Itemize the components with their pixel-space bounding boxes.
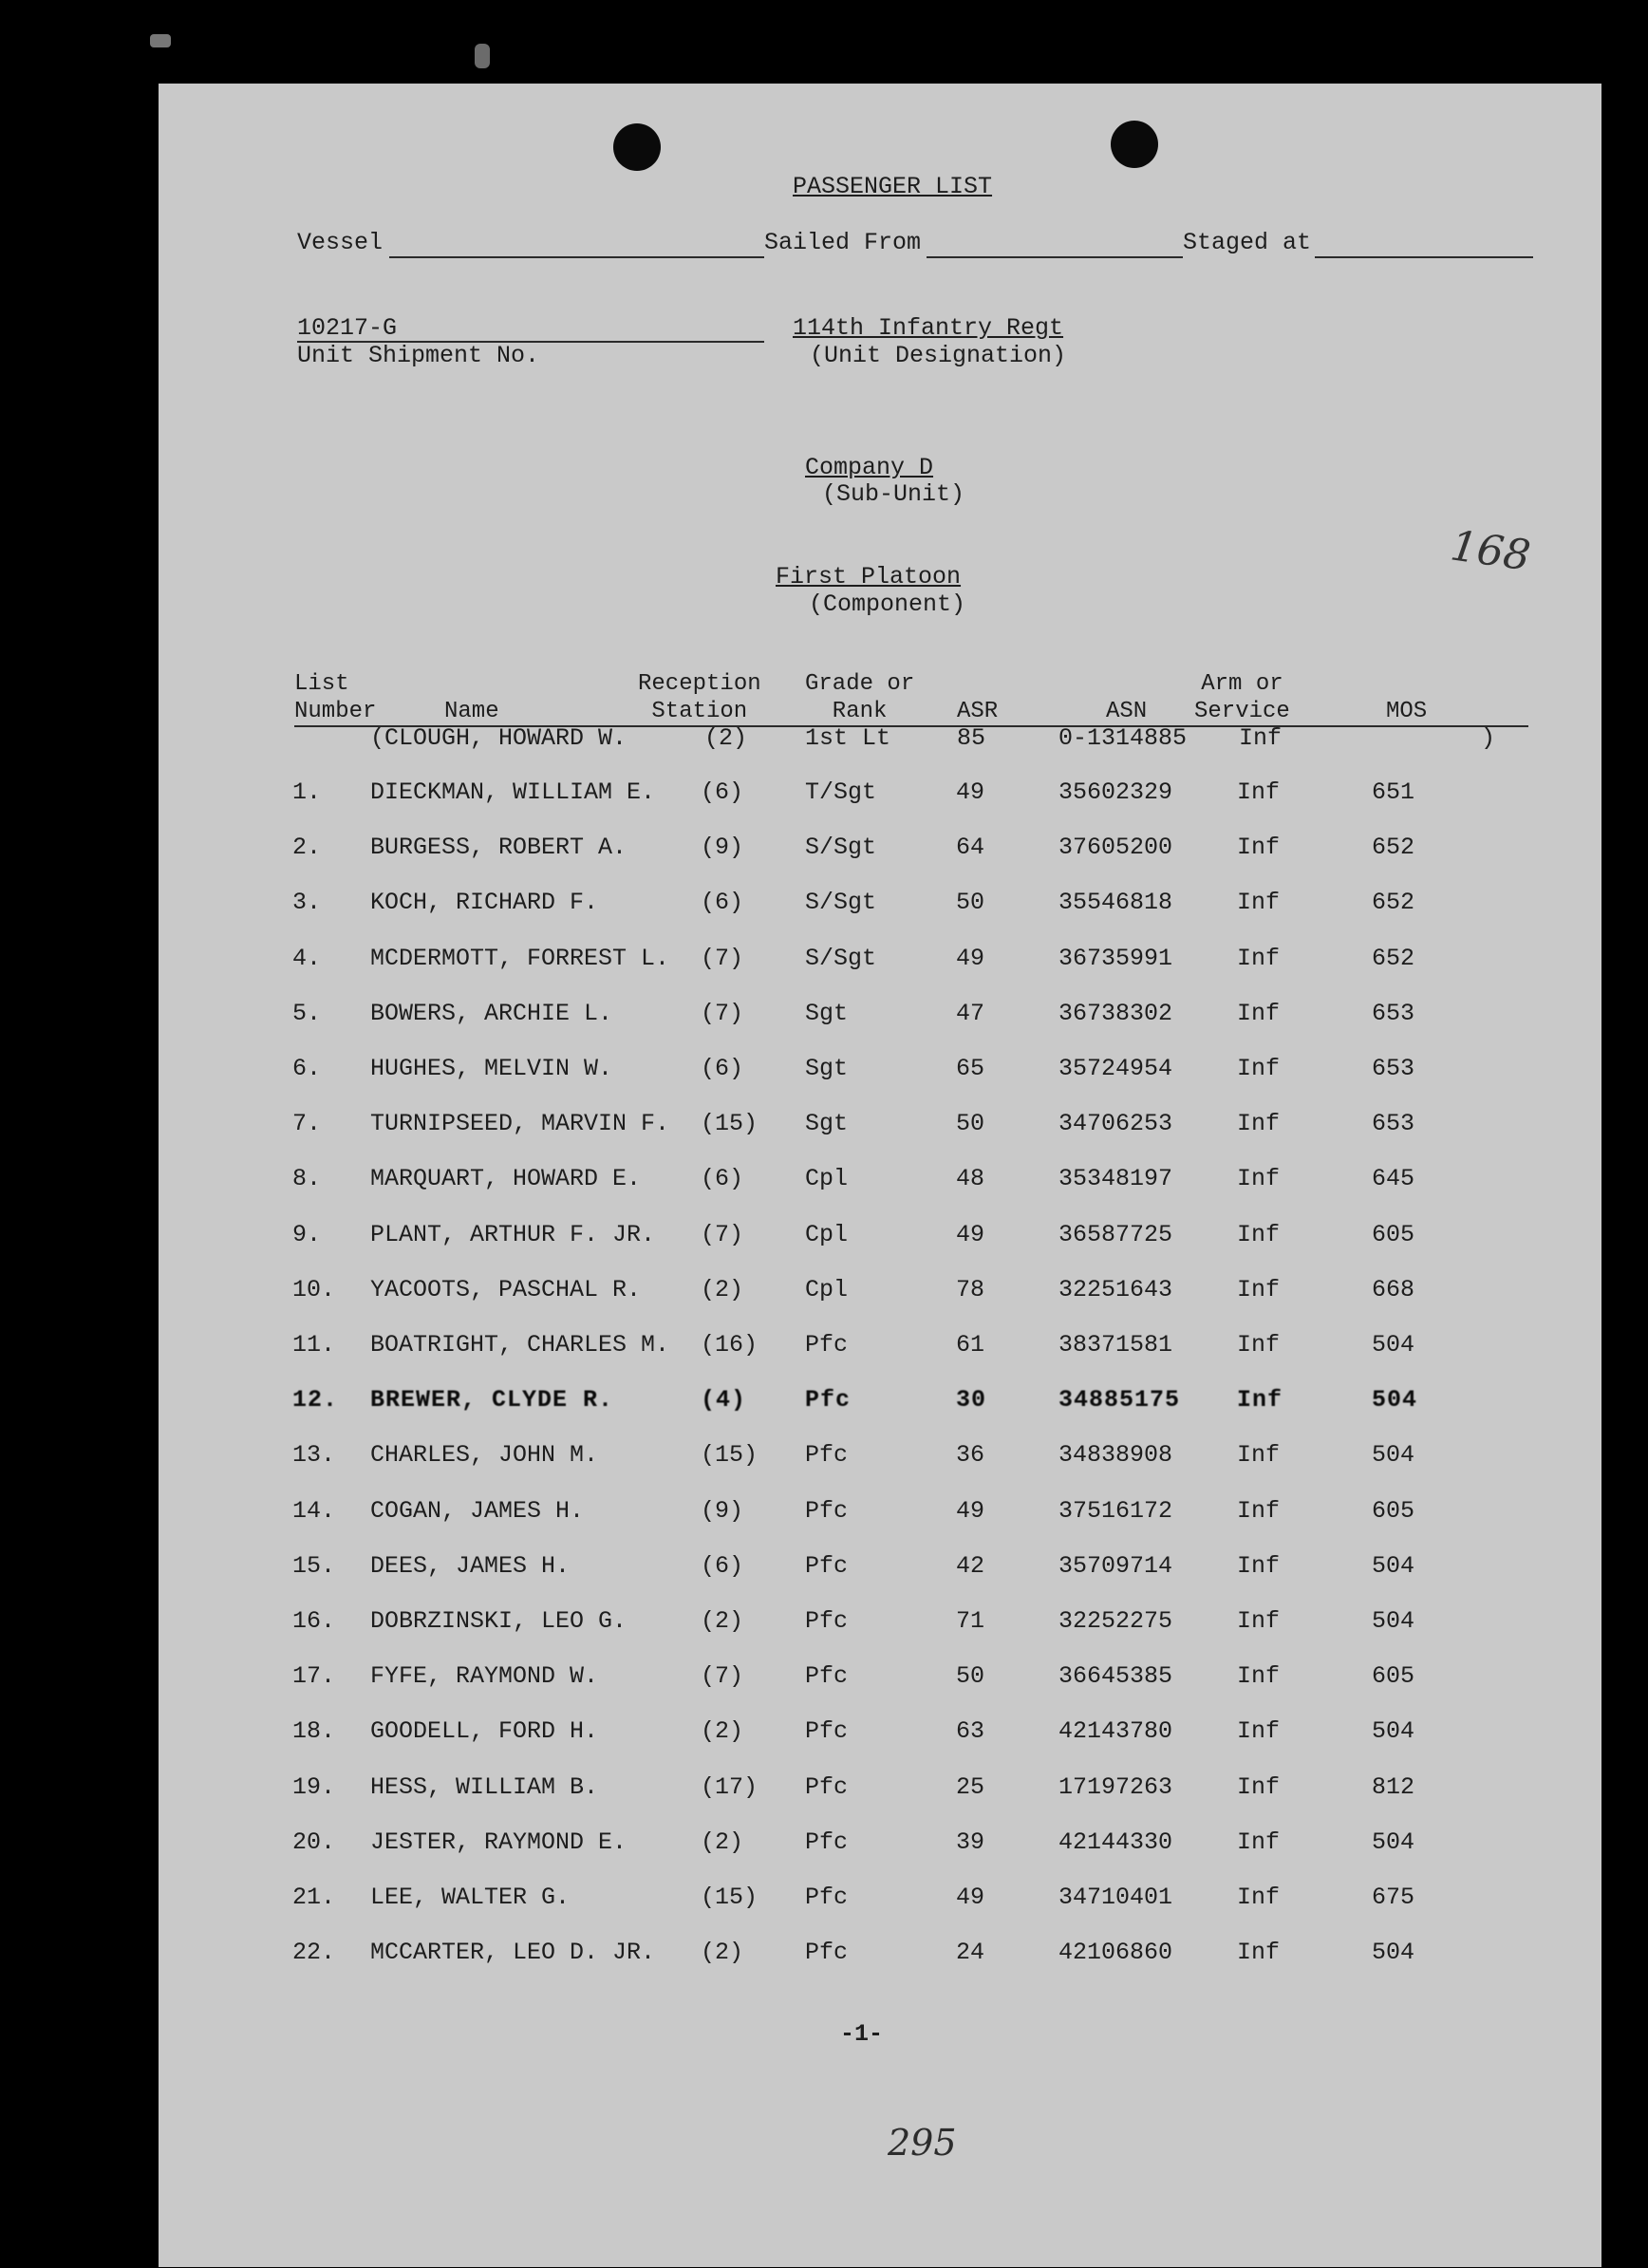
document-title: PASSENGER LIST xyxy=(793,173,993,200)
row-mos: 645 xyxy=(1372,1165,1415,1192)
sailed-from-label: Sailed From xyxy=(764,229,922,256)
row-name: MCCARTER, LEO D. JR. xyxy=(370,1939,656,1966)
row-name: LEE, WALTER G. xyxy=(370,1884,571,1911)
row-arm-service: Inf xyxy=(1237,1386,1283,1414)
row-mos: 812 xyxy=(1372,1773,1415,1801)
row-name: BURGESS, ROBERT A. xyxy=(370,834,627,861)
row-name: BOWERS, ARCHIE L. xyxy=(370,1000,613,1027)
speck-mark xyxy=(150,34,171,47)
row-reception-station: (4) xyxy=(701,1386,747,1414)
table-row xyxy=(0,834,1648,870)
row-reception-station: (6) xyxy=(701,1055,744,1082)
row-number: 15. xyxy=(292,1552,336,1580)
table-row xyxy=(0,1939,1648,1975)
header-grade-rank xyxy=(805,670,914,725)
row-mos: 652 xyxy=(1372,834,1415,861)
row-asn: 42106860 xyxy=(1058,1939,1173,1966)
row-grade: Cpl xyxy=(805,1221,849,1248)
row-number: 13. xyxy=(292,1441,336,1469)
row-reception-station: (6) xyxy=(701,1552,744,1580)
row-arm-service: Inf xyxy=(1237,1165,1281,1192)
officer-row xyxy=(0,724,1648,760)
unit-shipment-label: Unit Shipment No. xyxy=(297,342,540,369)
row-asn: 36738302 xyxy=(1058,1000,1173,1027)
row-grade: T/Sgt xyxy=(805,778,877,806)
row-arm-service: Inf xyxy=(1237,1000,1281,1027)
row-reception-station: (2) xyxy=(701,1607,744,1635)
row-asr: 61 xyxy=(956,1331,985,1359)
header-reception-line2: Station xyxy=(651,699,748,724)
row-name: FYFE, RAYMOND W. xyxy=(370,1662,599,1690)
component-label: (Component) xyxy=(809,590,966,618)
row-number: 1. xyxy=(292,778,322,806)
row-asr: 49 xyxy=(956,1221,985,1248)
row-arm-service: Inf xyxy=(1237,889,1281,916)
row-name: MCDERMOTT, FORREST L. xyxy=(370,945,670,972)
row-arm-service: Inf xyxy=(1237,1717,1281,1745)
row-arm-service: Inf xyxy=(1237,1939,1281,1966)
row-asr: 36 xyxy=(956,1441,985,1469)
row-number: 22. xyxy=(292,1939,336,1966)
row-grade: Pfc xyxy=(805,1497,849,1525)
row-name: DEES, JAMES H. xyxy=(370,1552,571,1580)
row-mos: 504 xyxy=(1372,1939,1415,1966)
row-mos: 504 xyxy=(1372,1331,1415,1359)
row-name: MARQUART, HOWARD E. xyxy=(370,1165,642,1192)
row-grade: S/Sgt xyxy=(805,945,877,972)
row-name: YACOOTS, PASCHAL R. xyxy=(370,1276,642,1303)
row-number: 3. xyxy=(292,889,322,916)
row-asn: 34706253 xyxy=(1058,1110,1173,1137)
row-arm-service: Inf xyxy=(1237,1662,1281,1690)
row-reception-station: (7) xyxy=(701,1221,744,1248)
officer-asr: 85 xyxy=(957,724,986,752)
row-name: HESS, WILLIAM B. xyxy=(370,1773,599,1801)
unit-designation-label: (Unit Designation) xyxy=(810,342,1067,369)
row-asn: 36735991 xyxy=(1058,945,1173,972)
row-number: 9. xyxy=(292,1221,322,1248)
row-asn: 17197263 xyxy=(1058,1773,1173,1801)
row-arm-service: Inf xyxy=(1237,945,1281,972)
row-grade: Pfc xyxy=(805,1717,849,1745)
sailed-from-field-line xyxy=(927,256,1183,258)
row-asn: 35546818 xyxy=(1058,889,1173,916)
punch-hole-left xyxy=(613,123,661,171)
row-number: 6. xyxy=(292,1055,322,1082)
row-arm-service: Inf xyxy=(1237,1441,1281,1469)
header-reception-line1: Reception xyxy=(638,671,761,697)
row-name: CHARLES, JOHN M. xyxy=(370,1441,599,1469)
row-mos: 605 xyxy=(1372,1662,1415,1690)
row-reception-station: (2) xyxy=(701,1939,744,1966)
header-grade-line1: Grade or xyxy=(805,671,915,697)
row-mos: 653 xyxy=(1372,1000,1415,1027)
row-asr: 49 xyxy=(956,1884,985,1911)
row-asr: 71 xyxy=(956,1607,985,1635)
row-reception-station: (6) xyxy=(701,1165,744,1192)
row-arm-service: Inf xyxy=(1237,1331,1281,1359)
row-number: 7. xyxy=(292,1110,322,1137)
row-reception-station: (15) xyxy=(701,1441,758,1469)
row-asn: 34838908 xyxy=(1058,1441,1173,1469)
row-name: JESTER, RAYMOND E. xyxy=(370,1828,627,1856)
row-arm-service: Inf xyxy=(1237,1221,1281,1248)
table-row xyxy=(0,1607,1648,1643)
row-mos: 668 xyxy=(1372,1276,1415,1303)
row-asr: 78 xyxy=(956,1276,985,1303)
row-mos: 605 xyxy=(1372,1221,1415,1248)
row-asn: 35724954 xyxy=(1058,1055,1173,1082)
row-asr: 49 xyxy=(956,945,985,972)
row-name: BREWER, CLYDE R. xyxy=(370,1386,614,1414)
officer-asn: 0-1314885 xyxy=(1058,724,1188,752)
staged-at-label: Staged at xyxy=(1183,229,1312,256)
row-asr: 50 xyxy=(956,1662,985,1690)
row-name: DIECKMAN, WILLIAM E. xyxy=(370,778,656,806)
row-reception-station: (9) xyxy=(701,1497,744,1525)
row-grade: Sgt xyxy=(805,1110,849,1137)
row-asr: 24 xyxy=(956,1939,985,1966)
row-asr: 50 xyxy=(956,1110,985,1137)
table-row xyxy=(0,1773,1648,1809)
row-number: 16. xyxy=(292,1607,336,1635)
row-arm-service: Inf xyxy=(1237,1055,1281,1082)
row-number: 2. xyxy=(292,834,322,861)
row-reception-station: (15) xyxy=(701,1884,758,1911)
row-reception-station: (17) xyxy=(701,1773,758,1801)
header-arm-service xyxy=(1194,670,1290,725)
row-grade: Pfc xyxy=(805,1773,849,1801)
row-asn: 35602329 xyxy=(1058,778,1173,806)
row-asr: 25 xyxy=(956,1773,985,1801)
row-asr: 64 xyxy=(956,834,985,861)
row-reception-station: (16) xyxy=(701,1331,758,1359)
row-asn: 35348197 xyxy=(1058,1165,1173,1192)
officer-grade: 1st Lt xyxy=(805,724,891,752)
row-mos: 504 xyxy=(1372,1607,1415,1635)
table-row xyxy=(0,1552,1648,1588)
table-row xyxy=(0,1441,1648,1477)
row-asr: 63 xyxy=(956,1717,985,1745)
row-asn: 42143780 xyxy=(1058,1717,1173,1745)
row-reception-station: (2) xyxy=(701,1717,744,1745)
staged-at-field-line xyxy=(1315,256,1533,258)
row-grade: Pfc xyxy=(805,1662,849,1690)
row-arm-service: Inf xyxy=(1237,1552,1281,1580)
officer-arm: Inf xyxy=(1239,724,1283,752)
row-grade: Pfc xyxy=(805,1386,852,1414)
table-row xyxy=(0,1717,1648,1753)
row-mos: 504 xyxy=(1372,1828,1415,1856)
row-number: 8. xyxy=(292,1165,322,1192)
table-row xyxy=(0,1110,1648,1146)
row-number: 10. xyxy=(292,1276,336,1303)
row-name: BOATRIGHT, CHARLES M. xyxy=(370,1331,670,1359)
row-reception-station: (7) xyxy=(701,1000,744,1027)
row-mos: 652 xyxy=(1372,945,1415,972)
table-row xyxy=(0,1165,1648,1201)
row-arm-service: Inf xyxy=(1237,1884,1281,1911)
row-arm-service: Inf xyxy=(1237,1110,1281,1137)
row-mos: 504 xyxy=(1372,1386,1418,1414)
row-arm-service: Inf xyxy=(1237,1607,1281,1635)
row-number: 14. xyxy=(292,1497,336,1525)
table-row xyxy=(0,945,1648,981)
officer-station: (2) xyxy=(704,724,748,752)
page-number: -1- xyxy=(840,2020,884,2048)
header-arm-line1: Arm or xyxy=(1201,671,1283,697)
row-asr: 42 xyxy=(956,1552,985,1580)
row-number: 4. xyxy=(292,945,322,972)
row-asr: 48 xyxy=(956,1165,985,1192)
sub-unit-label: (Sub-Unit) xyxy=(822,480,965,508)
row-name: DOBRZINSKI, LEO G. xyxy=(370,1607,627,1635)
table-row xyxy=(0,1884,1648,1920)
officer-close-paren: ) xyxy=(1481,724,1496,752)
row-grade: S/Sgt xyxy=(805,834,877,861)
header-asn: ASN xyxy=(1106,699,1148,724)
row-grade: Sgt xyxy=(805,1055,849,1082)
vessel-field-line xyxy=(389,256,764,258)
row-asr: 39 xyxy=(956,1828,985,1856)
row-asr: 49 xyxy=(956,778,985,806)
table-row xyxy=(0,1386,1648,1422)
row-reception-station: (2) xyxy=(701,1276,744,1303)
row-asn: 35709714 xyxy=(1058,1552,1173,1580)
row-arm-service: Inf xyxy=(1237,1828,1281,1856)
header-name: Name xyxy=(444,699,499,724)
unit-shipment-value: 10217-G xyxy=(297,314,398,342)
row-asn: 42144330 xyxy=(1058,1828,1173,1856)
row-name: PLANT, ARTHUR F. JR. xyxy=(370,1221,656,1248)
header-list-number-line2: Number xyxy=(294,699,377,724)
row-name: KOCH, RICHARD F. xyxy=(370,889,599,916)
officer-name: (CLOUGH, HOWARD W. xyxy=(370,724,627,752)
row-grade: Pfc xyxy=(805,1552,849,1580)
row-number: 21. xyxy=(292,1884,336,1911)
row-reception-station: (2) xyxy=(701,1828,744,1856)
row-grade: Cpl xyxy=(805,1276,849,1303)
row-mos: 504 xyxy=(1372,1717,1415,1745)
row-asr: 49 xyxy=(956,1497,985,1525)
row-grade: S/Sgt xyxy=(805,889,877,916)
row-reception-station: (6) xyxy=(701,889,744,916)
row-name: HUGHES, MELVIN W. xyxy=(370,1055,613,1082)
punch-hole-right xyxy=(1111,121,1158,168)
row-mos: 653 xyxy=(1372,1055,1415,1082)
header-grade-line2: Rank xyxy=(832,699,888,724)
row-number: 17. xyxy=(292,1662,336,1690)
header-reception-station xyxy=(638,670,761,725)
row-mos: 504 xyxy=(1372,1552,1415,1580)
row-asn: 37516172 xyxy=(1058,1497,1173,1525)
row-mos: 504 xyxy=(1372,1441,1415,1469)
row-reception-station: (7) xyxy=(701,945,744,972)
row-arm-service: Inf xyxy=(1237,778,1281,806)
row-grade: Pfc xyxy=(805,1828,849,1856)
table-row xyxy=(0,1276,1648,1312)
row-name: COGAN, JAMES H. xyxy=(370,1497,585,1525)
header-list-number-line1: List xyxy=(294,671,349,697)
row-grade: Sgt xyxy=(805,1000,849,1027)
row-reception-station: (15) xyxy=(701,1110,758,1137)
row-mos: 675 xyxy=(1372,1884,1415,1911)
header-mos: MOS xyxy=(1386,699,1428,724)
row-asr: 50 xyxy=(956,889,985,916)
row-reception-station: (7) xyxy=(701,1662,744,1690)
handwritten-page-number: 168 xyxy=(1447,521,1534,581)
row-grade: Pfc xyxy=(805,1884,849,1911)
row-mos: 651 xyxy=(1372,778,1415,806)
row-asn: 37605200 xyxy=(1058,834,1173,861)
table-row xyxy=(0,1828,1648,1865)
row-number: 18. xyxy=(292,1717,336,1745)
row-name: TURNIPSEED, MARVIN F. xyxy=(370,1110,670,1137)
row-grade: Cpl xyxy=(805,1165,849,1192)
row-grade: Pfc xyxy=(805,1331,849,1359)
row-arm-service: Inf xyxy=(1237,1497,1281,1525)
row-asn: 36645385 xyxy=(1058,1662,1173,1690)
row-number: 20. xyxy=(292,1828,336,1856)
sub-unit-value: Company D xyxy=(805,454,934,481)
table-row xyxy=(0,889,1648,925)
row-reception-station: (6) xyxy=(701,778,744,806)
table-row xyxy=(0,1000,1648,1036)
row-asn: 32251643 xyxy=(1058,1276,1173,1303)
row-asr: 65 xyxy=(956,1055,985,1082)
table-row xyxy=(0,1221,1648,1257)
row-number: 19. xyxy=(292,1773,336,1801)
row-arm-service: Inf xyxy=(1237,834,1281,861)
vessel-label: Vessel xyxy=(297,229,384,256)
row-asr: 47 xyxy=(956,1000,985,1027)
row-asr: 30 xyxy=(956,1386,987,1414)
speck-mark xyxy=(475,44,490,68)
row-grade: Pfc xyxy=(805,1939,849,1966)
table-row xyxy=(0,1662,1648,1698)
unit-designation-value: 114th Infantry Regt xyxy=(793,314,1064,342)
header-list-number xyxy=(294,670,376,725)
table-row xyxy=(0,778,1648,815)
row-mos: 605 xyxy=(1372,1497,1415,1525)
row-grade: Pfc xyxy=(805,1441,849,1469)
table-row xyxy=(0,1497,1648,1533)
row-asn: 38371581 xyxy=(1058,1331,1173,1359)
row-mos: 653 xyxy=(1372,1110,1415,1137)
row-arm-service: Inf xyxy=(1237,1773,1281,1801)
row-reception-station: (9) xyxy=(701,834,744,861)
row-mos: 652 xyxy=(1372,889,1415,916)
row-number: 5. xyxy=(292,1000,322,1027)
handwritten-bottom-number: 295 xyxy=(888,2122,957,2164)
row-asn: 34885175 xyxy=(1058,1386,1181,1414)
table-row xyxy=(0,1331,1648,1367)
row-grade: Pfc xyxy=(805,1607,849,1635)
row-arm-service: Inf xyxy=(1237,1276,1281,1303)
table-row xyxy=(0,1055,1648,1091)
row-number: 11. xyxy=(292,1331,336,1359)
row-name: GOODELL, FORD H. xyxy=(370,1717,599,1745)
row-number: 12. xyxy=(292,1386,339,1414)
row-asn: 32252275 xyxy=(1058,1607,1173,1635)
row-asn: 34710401 xyxy=(1058,1884,1173,1911)
header-asr: ASR xyxy=(957,699,999,724)
component-value: First Platoon xyxy=(776,563,962,590)
row-asn: 36587725 xyxy=(1058,1221,1173,1248)
header-arm-line2: Service xyxy=(1194,699,1290,724)
